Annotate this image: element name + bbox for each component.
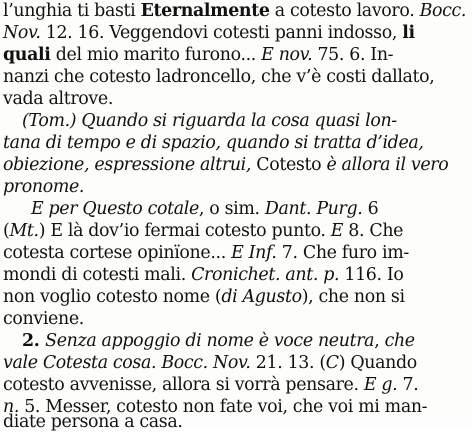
- run: ), che non si: [301, 287, 405, 307]
- run: Eternalmente: [140, 1, 270, 21]
- run: , o sim.: [198, 199, 265, 219]
- run: conviene.: [3, 309, 84, 329]
- text-line-11: [3, 220, 469, 242]
- run: Mt.: [9, 221, 39, 241]
- run: vada altrove.: [3, 89, 114, 109]
- text-line-3: [3, 44, 469, 66]
- run: è allora il vero: [326, 155, 449, 175]
- run: Dant. Purg.: [264, 199, 363, 219]
- run: pronome.: [3, 177, 85, 197]
- run: Nov.: [3, 23, 41, 43]
- text-line-10: [31, 198, 469, 220]
- text-line-9: [3, 176, 469, 198]
- run: diate persona a casa.: [3, 412, 183, 432]
- text-line-2: [3, 22, 469, 44]
- run: E Inf.: [231, 243, 277, 263]
- text-line-1: [3, 0, 469, 22]
- text-line-4: [3, 66, 469, 88]
- run: 21. 13. (: [250, 353, 326, 373]
- run: n.: [3, 397, 20, 417]
- run: Bocc.: [419, 1, 467, 21]
- run: 5. Messer, cotesto non fate voi, che voi mi man-: [19, 397, 428, 417]
- text-line-18: [3, 374, 469, 396]
- text-line-14: [3, 286, 469, 308]
- text-line-7: [3, 132, 469, 154]
- run: a cotesto lavoro.: [269, 1, 420, 21]
- run: cotesta cortese opinïone...: [3, 243, 232, 263]
- run: ) E là dov’io fermai cotesto punto.: [38, 221, 331, 241]
- run: E g.: [363, 375, 398, 395]
- run: di Agusto: [221, 287, 302, 307]
- run: 2.: [22, 331, 46, 351]
- run: Senza appoggio di nome è voce neutra: [45, 331, 375, 351]
- run: E: [330, 221, 344, 241]
- run: non voglio cotesto nome (: [3, 287, 222, 307]
- run: l’unghia ti basti: [3, 1, 141, 21]
- run: cotesto avvenisse, allora si vorrà pensare.: [3, 375, 364, 395]
- run: 6: [362, 199, 379, 219]
- run: 12. 16. Veggendovi cotesti panni indosso,: [40, 23, 403, 43]
- text-line-13: [3, 264, 469, 286]
- run: 116. Io: [339, 265, 404, 285]
- run: C: [325, 353, 339, 373]
- text-line-6: [22, 110, 469, 132]
- run: 8. Che: [343, 221, 404, 241]
- text-line-5: [3, 88, 469, 110]
- run: 7.: [397, 375, 419, 395]
- text-line-16: [22, 330, 469, 352]
- run: quali: [3, 45, 51, 65]
- run: (Tom.) Quando si riguarda la cosa quasi lon-: [22, 111, 397, 131]
- run: ) Quando: [338, 353, 417, 373]
- run: (: [3, 221, 10, 241]
- run: tana di tempo e di spazio, quando si tratta d’idea,: [3, 133, 424, 153]
- text-line-15: [3, 308, 469, 330]
- run: E nov.: [261, 45, 313, 65]
- run: del mio marito furono...: [50, 45, 262, 65]
- run: ,: [374, 331, 385, 351]
- run: vale Cotesta cosa. Bocc. Nov.: [3, 353, 251, 373]
- text-line-17: [3, 352, 469, 374]
- run: li: [402, 23, 415, 43]
- run: Cronichet. ant. p.: [191, 265, 340, 285]
- run: mondi di cotesti mali.: [3, 265, 192, 285]
- run: E per Questo cotale: [31, 199, 199, 219]
- text-line-20: [3, 412, 469, 432]
- run: Cotesto: [251, 155, 327, 175]
- text-line-8: [3, 154, 469, 176]
- run: che: [384, 331, 415, 351]
- text-line-12: [3, 242, 469, 264]
- run: obiezione, espressione altrui,: [3, 155, 252, 175]
- run: 7. Che furo im-: [276, 243, 409, 263]
- run: 75. 6. In-: [312, 45, 394, 65]
- run: nanzi che cotesto ladroncello, che v’è costi dallato,: [3, 67, 435, 87]
